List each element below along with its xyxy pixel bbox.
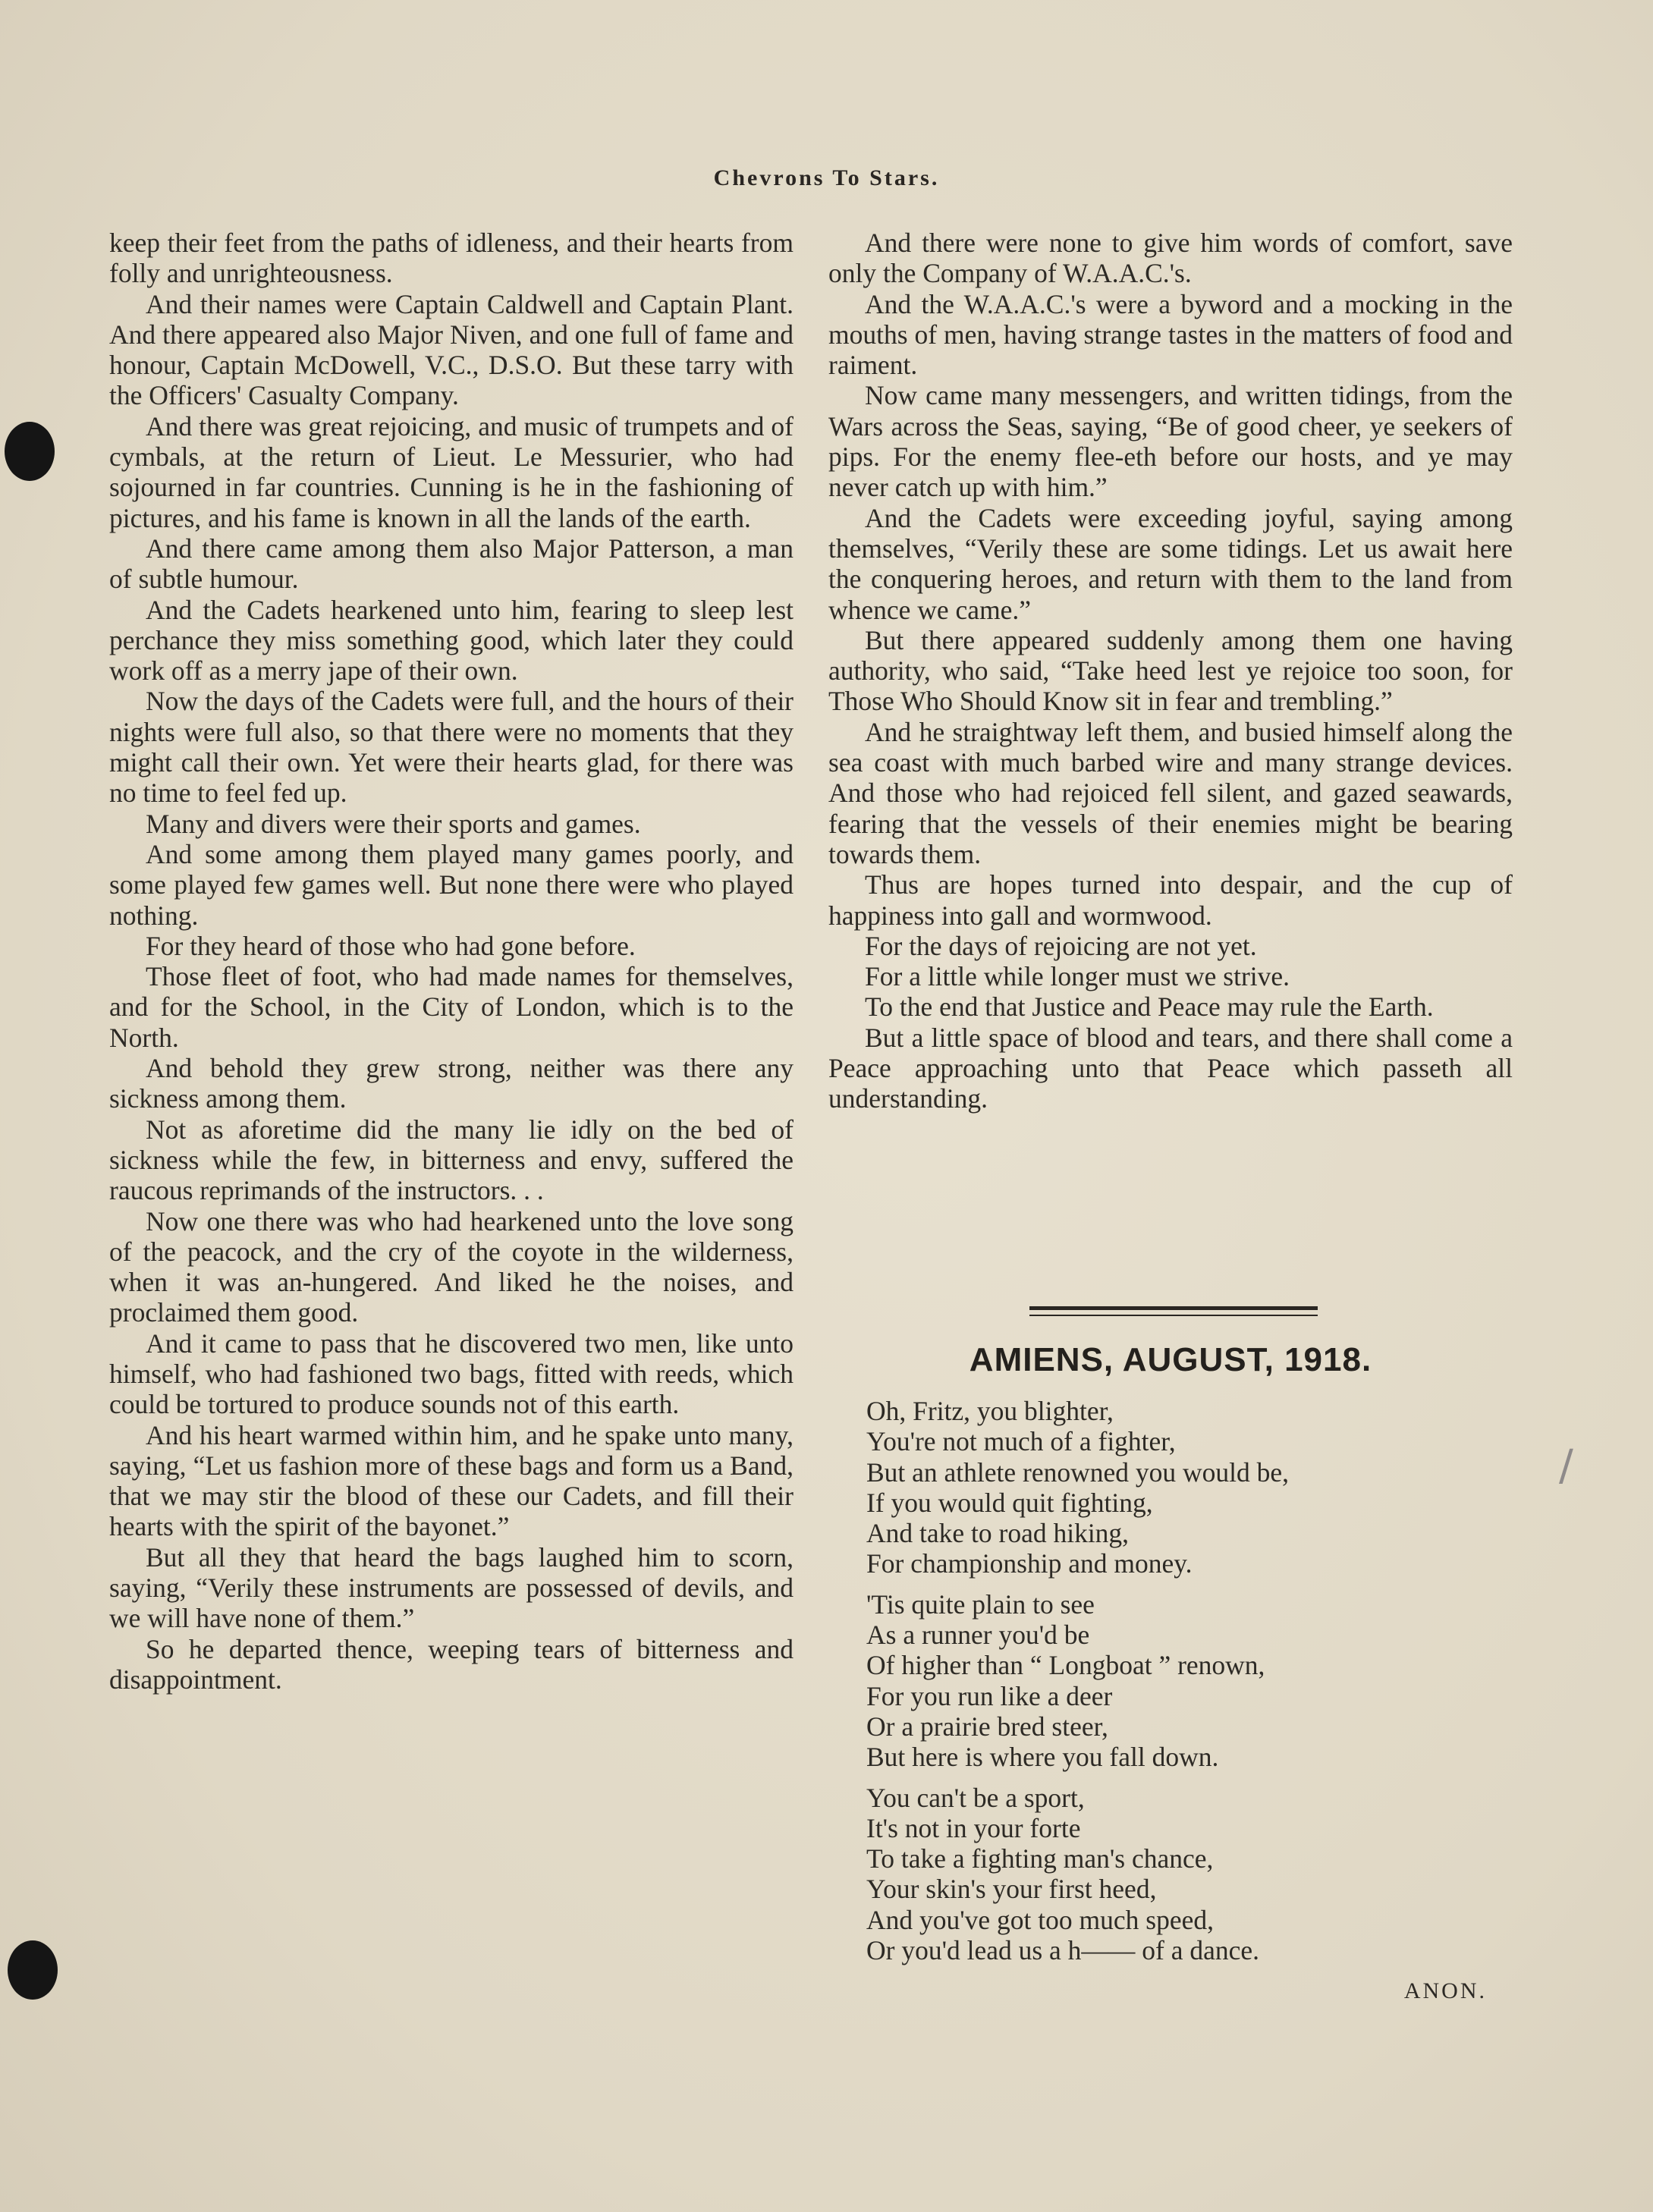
paragraph: And the Cadets hearkened unto him, fearing to sleep lest perchance they miss something good, which later they could work off as a merry jape of their own. <box>109 594 794 687</box>
poem-line: For championship and money. <box>866 1548 1193 1579</box>
paragraph: And there was great rejoicing, and music of trumpets and of cymbals, at the return of Lieut. Le Messurier, who had sojourned in far countries. Cunning is he in the fashioning of pictures, and his fame is known in all the lands of the earth. <box>109 410 794 533</box>
paragraph: And some among them played many games poorly, and some played few games well. But none there were who played nothing. <box>109 838 794 931</box>
paragraph: And there came among them also Major Patterson, a man of subtle humour. <box>109 533 794 595</box>
left-column <box>109 228 794 1695</box>
paragraph: Those fleet of foot, who had made names for themselves, and for the School, in the City of London, which is to the North. <box>109 961 794 1053</box>
section-divider <box>1029 1306 1318 1316</box>
paragraph: Now came many messengers, and written tidings, from the Wars across the Seas, saying, “Be of good cheer, ye seekers of pips. For the enemy flee-eth before our hosts, and ye may never catch up with him.” <box>828 380 1513 503</box>
paragraph: For a little while longer must we strive. <box>865 961 1290 992</box>
paragraph: And behold they grew strong, neither was there any sickness among them. <box>109 1053 794 1114</box>
poem-line: And you've got too much speed, <box>866 1904 1214 1935</box>
paragraph: And his heart warmed within him, and he spake unto many, saying, “Let us fashion more of these bags and form us a Band, that we may stir the blood of these our Cadets, and fill their hearts with the spirit of the bayonet.” <box>109 1419 794 1542</box>
poem-line: Your skin's your first heed, <box>866 1874 1157 1905</box>
paragraph: For the days of rejoicing are not yet. <box>865 930 1257 961</box>
paragraph: Many and divers were their sports and games. <box>146 808 641 839</box>
poem-stanza <box>866 1396 1488 1579</box>
poem-line: Or you'd lead us a h—— of a dance. <box>866 1935 1260 1966</box>
paragraph: And the W.A.A.C.'s were a byword and a mocking in the mouths of men, having strange tastes in the matters of food and raiment. <box>828 288 1513 381</box>
right-column <box>828 228 1513 1114</box>
paragraph: For they heard of those who had gone before. <box>146 930 636 961</box>
paragraph: To the end that Justice and Peace may rule the Earth. <box>865 991 1434 1023</box>
poem-line: Of higher than “ Longboat ” renown, <box>866 1650 1265 1681</box>
paragraph: Thus are hopes turned into despair, and the cup of happiness into gall and wormwood. <box>828 869 1513 931</box>
paragraph: Now one there was who had hearkened unto the love song of the peacock, and the cry of the coyote in the wilderness, when it was an-hungered. And liked he the noises, and proclaimed them good. <box>109 1205 794 1328</box>
running-header: Chevrons To Stars. <box>713 165 940 190</box>
paragraph: And it came to pass that he discovered two men, like unto himself, who had fashioned two bags, fitted with reeds, which could be tortured to produce sounds not of this earth. <box>109 1328 794 1420</box>
paragraph: And he straightway left them, and busied himself along the sea coast with much barbed wire and many strange devices. And those who had rejoiced fell silent, and gazed seawards, fearing that the vessels of their enemies might be bearing towards them. <box>828 716 1513 869</box>
paragraph: But all they that heard the bags laughed him to scorn, saying, “Verily these instruments are possessed of devils, and we will have none of them.” <box>109 1541 794 1634</box>
poem-line: For you run like a deer <box>866 1680 1113 1711</box>
paragraph: And their names were Captain Caldwell and Captain Plant. And there appeared also Major Niven, and one full of fame and honour, Captain McDowell, V.C., D.S.O. But these tarry with the Officers' Casualty Company. <box>109 288 794 411</box>
paragraph: So he departed thence, weeping tears of bitterness and disappointment. <box>109 1633 794 1695</box>
poem-line: To take a fighting man's chance, <box>866 1843 1214 1874</box>
poem-signature: ANON. <box>1403 1978 1487 2003</box>
poem-line: 'Tis quite plain to see <box>866 1588 1095 1620</box>
paragraph: keep their feet from the paths of idleness, and their hearts from folly and unrighteousness. <box>109 228 794 289</box>
poem-line: As a runner you'd be <box>866 1620 1090 1651</box>
poem-line: Oh, Fritz, you blighter, <box>866 1396 1114 1426</box>
poem-line: If you would quit fighting, <box>866 1487 1153 1518</box>
poem-line: It's not in your forte <box>866 1812 1081 1843</box>
paragraph: Not as aforetime did the many lie idly on the bed of sickness while the few, in bitterness and envy, suffered the raucous reprimands of the instructors. . . <box>109 1114 794 1206</box>
punch-hole <box>5 422 55 481</box>
poem-line: You can't be a sport, <box>866 1782 1085 1813</box>
paragraph: But there appeared suddenly among them one having authority, who said, “Take heed lest ye rejoice too soon, for Those Who Should Know sit in fear and trembling.” <box>828 624 1513 717</box>
paragraph: And the Cadets were exceeding joyful, saying among themselves, “Verily these are some tidings. Let us await here the conquering heroes, and return with them to the land from whence we came.” <box>828 502 1513 625</box>
punch-hole <box>8 1940 58 2000</box>
poem-stanza <box>866 1783 1488 1966</box>
poem-line: You're not much of a fighter, <box>866 1426 1176 1457</box>
poem-line: But here is where you fall down. <box>866 1742 1219 1773</box>
poem-title: AMIENS, AUGUST, 1918. <box>969 1341 1372 1378</box>
paragraph: And there were none to give him words of comfort, save only the Company of W.A.A.C.'s. <box>828 228 1513 289</box>
poem <box>866 1396 1488 1975</box>
poem-line: Or a prairie bred steer, <box>866 1711 1108 1742</box>
paragraph: But a little space of blood and tears, and there shall come a Peace approaching unto that Peace which passeth all understanding. <box>828 1022 1513 1114</box>
poem-line: But an athlete renowned you would be, <box>866 1456 1290 1488</box>
poem-line: And take to road hiking, <box>866 1518 1130 1549</box>
poem-stanza <box>866 1589 1488 1773</box>
paragraph: Now the days of the Cadets were full, and the hours of their nights were full also, so that there were no moments that they might call their own. Yet were their hearts glad, for there was no time to feel fed up. <box>109 686 794 809</box>
pencil-check-mark: / <box>1559 1441 1573 1491</box>
